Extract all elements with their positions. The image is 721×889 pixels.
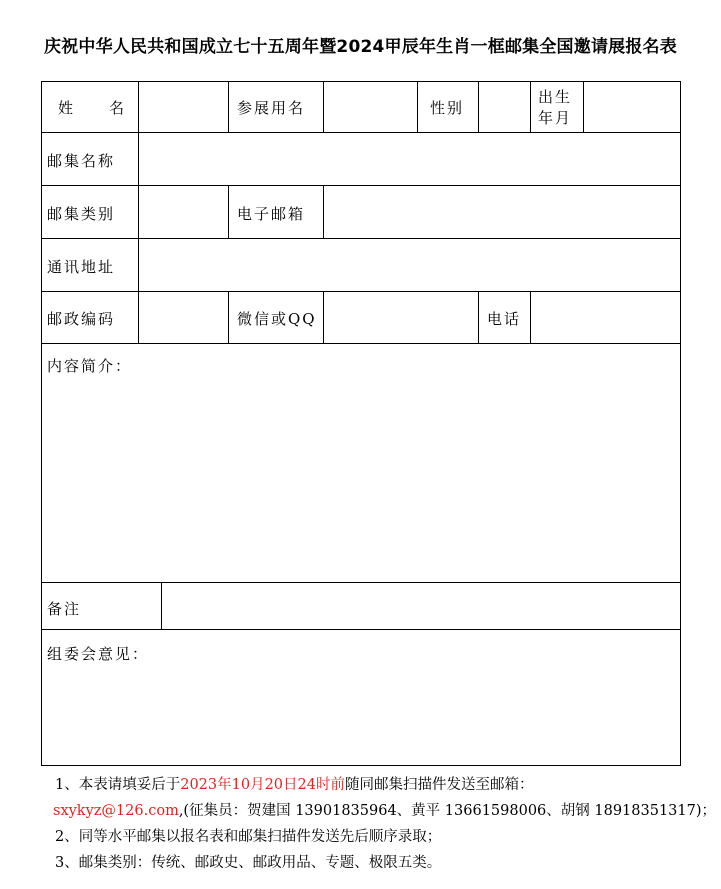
name-field[interactable] — [139, 82, 228, 132]
collection-type-field[interactable] — [139, 186, 228, 238]
collection-name-field[interactable] — [139, 133, 680, 185]
intro-label: 内容简介： — [47, 357, 133, 375]
exhibit-name-label: 参展用名 — [237, 99, 306, 117]
col-divider — [417, 81, 418, 132]
note-1-contacts: ,(征集员：贺建国 13901835964、黄平 13661598006、胡钢 18918351317)； — [178, 803, 717, 819]
collection-name-label: 邮集名称 — [47, 152, 116, 170]
postcode-label: 邮政编码 — [47, 310, 116, 328]
birth-label-line1: 出生 — [538, 88, 573, 106]
phone-field[interactable] — [531, 292, 680, 343]
address-field[interactable] — [139, 239, 680, 291]
gender-label: 性别 — [430, 99, 465, 117]
exhibit-name-field[interactable] — [324, 82, 417, 132]
notes — [53, 772, 717, 876]
birth-field[interactable] — [584, 82, 680, 132]
postcode-field[interactable] — [139, 292, 228, 343]
email-label: 电子邮箱 — [237, 205, 306, 223]
remark-label: 备注 — [47, 600, 82, 618]
page-title: 庆祝中华人民共和国成立七十五周年暨2024甲辰年生肖一框邮集全国邀请展报名表 — [44, 37, 677, 57]
remark-field[interactable] — [162, 583, 680, 629]
note-1-prefix: 1、本表请填妥后于 — [55, 777, 181, 793]
note-3: 3、邮集类别：传统、邮政史、邮政用品、专题、极限五类。 — [55, 855, 442, 871]
wechat-label: 微信或QQ — [237, 310, 317, 328]
committee-field — [42, 630, 680, 765]
col-divider — [228, 81, 229, 132]
gender-field[interactable] — [479, 82, 530, 132]
phone-label: 电话 — [487, 310, 522, 328]
name-label: 姓 名 — [58, 99, 127, 117]
note-1-contacts-line — [53, 798, 717, 824]
note-2: 2、同等水平邮集以报名表和邮集扫描件发送先后顺序录取； — [55, 829, 442, 845]
col-divider — [228, 291, 229, 343]
note-1 — [55, 772, 705, 798]
intro-field[interactable] — [42, 344, 680, 582]
wechat-field[interactable] — [324, 292, 478, 343]
birth-label-line2: 年月 — [538, 109, 573, 127]
collection-type-label: 邮集类别 — [47, 205, 116, 223]
col-divider — [478, 291, 479, 343]
note-email-link[interactable]: sxykyz@126.com — [53, 803, 179, 819]
note-1-suffix: 随同邮集扫描件发送至邮箱： — [345, 777, 534, 793]
committee-label: 组委会意见： — [47, 645, 150, 663]
col-divider — [228, 185, 229, 238]
address-label: 通讯地址 — [47, 258, 116, 276]
email-field[interactable] — [324, 186, 680, 238]
note-1-deadline: 2023年10月20日24时前 — [180, 777, 345, 793]
col-divider — [530, 81, 531, 132]
